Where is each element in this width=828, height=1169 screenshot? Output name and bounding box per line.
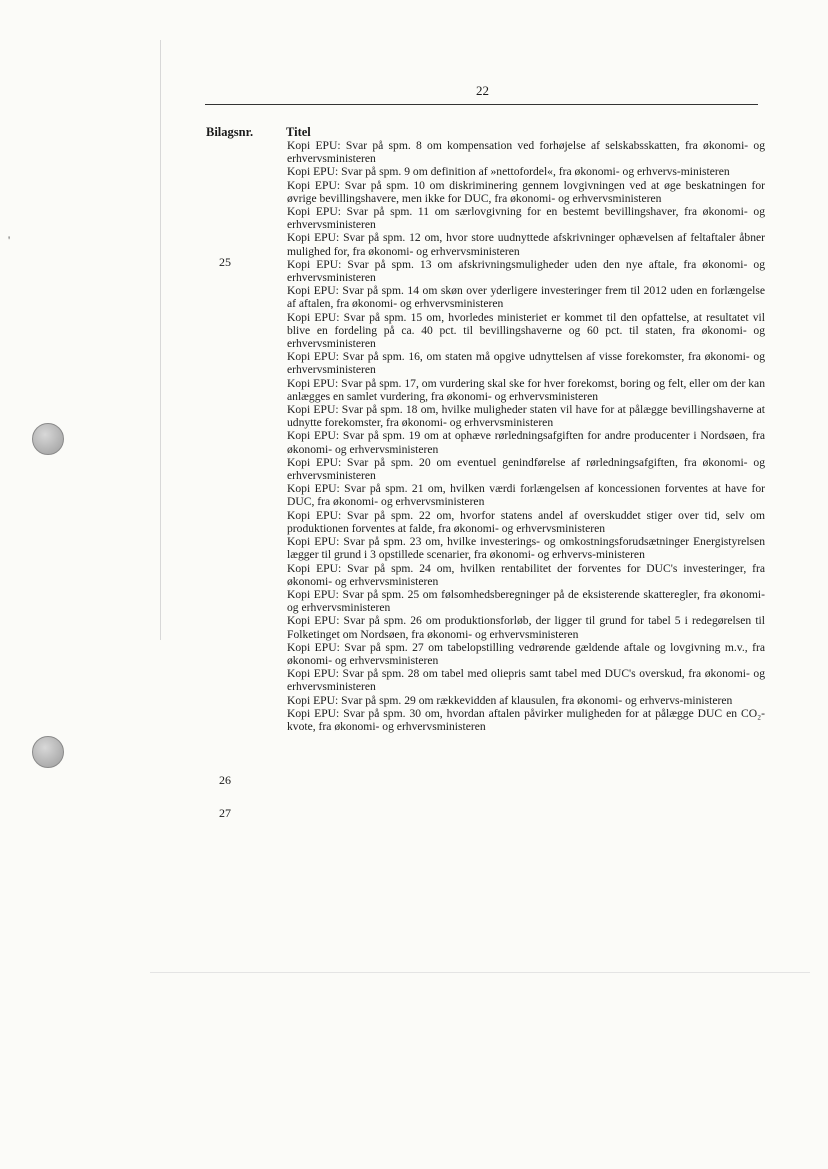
list-item: Kopi EPU: Svar på spm. 29 om rækkevidden af klausulen, fra økonomi- og erhvervs-ministeren: [287, 693, 733, 707]
list-item: Kopi EPU: Svar på spm. 14 om skøn over yderligere investeringer frem til 2012 uden en forlængelse af aftalen, fra økonomi- og erhvervsministeren: [287, 284, 765, 311]
list-item: Kopi EPU: Svar på spm. 17, om vurdering skal ske for hver forekomst, boring og felt, eller om der kan anlægges en samlet vurdering, fra økonomi- og erhvervsministeren: [287, 376, 765, 403]
column-header-title: Titel: [286, 125, 311, 139]
entry-list: [287, 139, 765, 733]
list-item: Kopi EPU: Svar på spm. 30 om, hvordan aftalen påvirker muligheden for at pålægge DUC en CO₂-kvote, fra økonomi- og erhvervsministeren: [287, 706, 765, 733]
list-item: Kopi EPU: Svar på spm. 10 om diskriminering gennem lovgivningen ved at øge beskatningen for øvrige bevillingshavere, men ikke for DUC, fra økonomi- og erhvervsministeren: [287, 178, 765, 205]
list-item: Kopi EPU: Svar på spm. 21 om, hvilken værdi forlængelsen af koncessionen forventes at have for DUC, fra økonomi- og erhvervsministeren: [287, 482, 765, 509]
list-item: Kopi EPU: Svar på spm. 18 om, hvilke muligheder staten vil have for at pålægge bevillingshaverne at udnytte forekomster, fra økonomi- og erhvervsministeren: [287, 403, 765, 430]
list-item: Kopi EPU: Svar på spm. 20 om eventuel genindførelse af rørledningsafgiften, fra økonomi- og erhvervsministeren: [287, 455, 765, 483]
header-rule: [205, 104, 758, 105]
list-item: Kopi EPU: Svar på spm. 24 om, hvilken rentabilitet der forventes for DUC's investeringer, fra økonomi- og erhvervsministeren: [287, 561, 765, 588]
list-item: Kopi EPU: Svar på spm. 8 om kompensation ved forhøjelse af selskabsskatten, fra økonomi- og erhvervsministeren: [287, 139, 765, 166]
list-item: Kopi EPU: Svar på spm. 26 om produktionsforløb, der ligger til grund for tabel 5 i redegørelsen til Folketinget om Nordsøen, fra økonomi- og erhvervsministeren: [287, 614, 765, 641]
list-item: Kopi EPU: Svar på spm. 19 om at ophæve rørledningsafgiften for andre producenter i Nordsøen, fra økonomi- og erhvervsministeren: [287, 429, 765, 456]
list-item: Kopi EPU: Svar på spm. 27 om tabelopstilling vedrørende gældende aftale og lovgivning m.v., fra økonomi- og erhvervsministeren: [287, 640, 765, 667]
list-item: Kopi EPU: Svar på spm. 28 om tabel med oliepris samt tabel med DUC's overskud, fra økonomi- og erhvervsministeren: [287, 667, 765, 694]
list-item: Kopi EPU: Svar på spm. 13 om afskrivningsmuligheder uden den nye aftale, fra økonomi- og erhvervsministeren: [287, 257, 765, 285]
bilag-number: 26: [219, 773, 231, 787]
list-item: Kopi EPU: Svar på spm. 15 om, hvorledes ministeriet er kommet til den opfattelse, at resultatet vil blive en fordeling på ca. 40 pct. til bevillingshaverne og 60 pct. til staten, fra økonomi- og erhvervsministeren: [287, 310, 765, 351]
list-item: Kopi EPU: Svar på spm. 23 om, hvilke investerings- og omkostningsforudsætninger Energistyrelsen lægger til grund i 3 opstillede scenarier, fra økonomi- og erhvervs-ministeren: [287, 535, 765, 562]
bilag-number: 25: [219, 255, 231, 269]
list-item: Kopi EPU: Svar på spm. 9 om definition af »nettofordel«, fra økonomi- og erhvervs-ministeren: [287, 165, 730, 179]
margin-line: [160, 40, 161, 640]
list-item: Kopi EPU: Svar på spm. 12 om, hvor store uudnyttede afskrivninger ophævelsen af feltaftaler åbner mulighed for, fra økonomi- og erhvervsministeren: [287, 231, 765, 258]
list-item: Kopi EPU: Svar på spm. 11 om særlovgivning for en bestemt bevillingshaver, fra økonomi- og erhvervsministeren: [287, 205, 765, 232]
punch-hole: [32, 423, 64, 455]
column-header-number: Bilagsnr.: [206, 125, 254, 139]
list-item: Kopi EPU: Svar på spm. 16, om staten må opgive udnyttelsen af visse forekomster, fra økonomi- og erhvervsministeren: [287, 350, 765, 377]
list-item: Kopi EPU: Svar på spm. 22 om, hvorfor statens andel af overskuddet stiger over tid, selv om produktionen forventes at falde, fra økonomi- og erhvervsministeren: [287, 508, 765, 535]
page-number: 22: [476, 83, 489, 98]
scan-edge-line: [150, 972, 810, 973]
bilag-number: 27: [219, 806, 231, 820]
margin-mark: ': [8, 233, 11, 247]
punch-hole: [32, 736, 64, 768]
list-item: Kopi EPU: Svar på spm. 25 om følsomhedsberegninger på de eksisterende skatteregler, fra økonomi- og erhvervsministeren: [287, 587, 765, 615]
